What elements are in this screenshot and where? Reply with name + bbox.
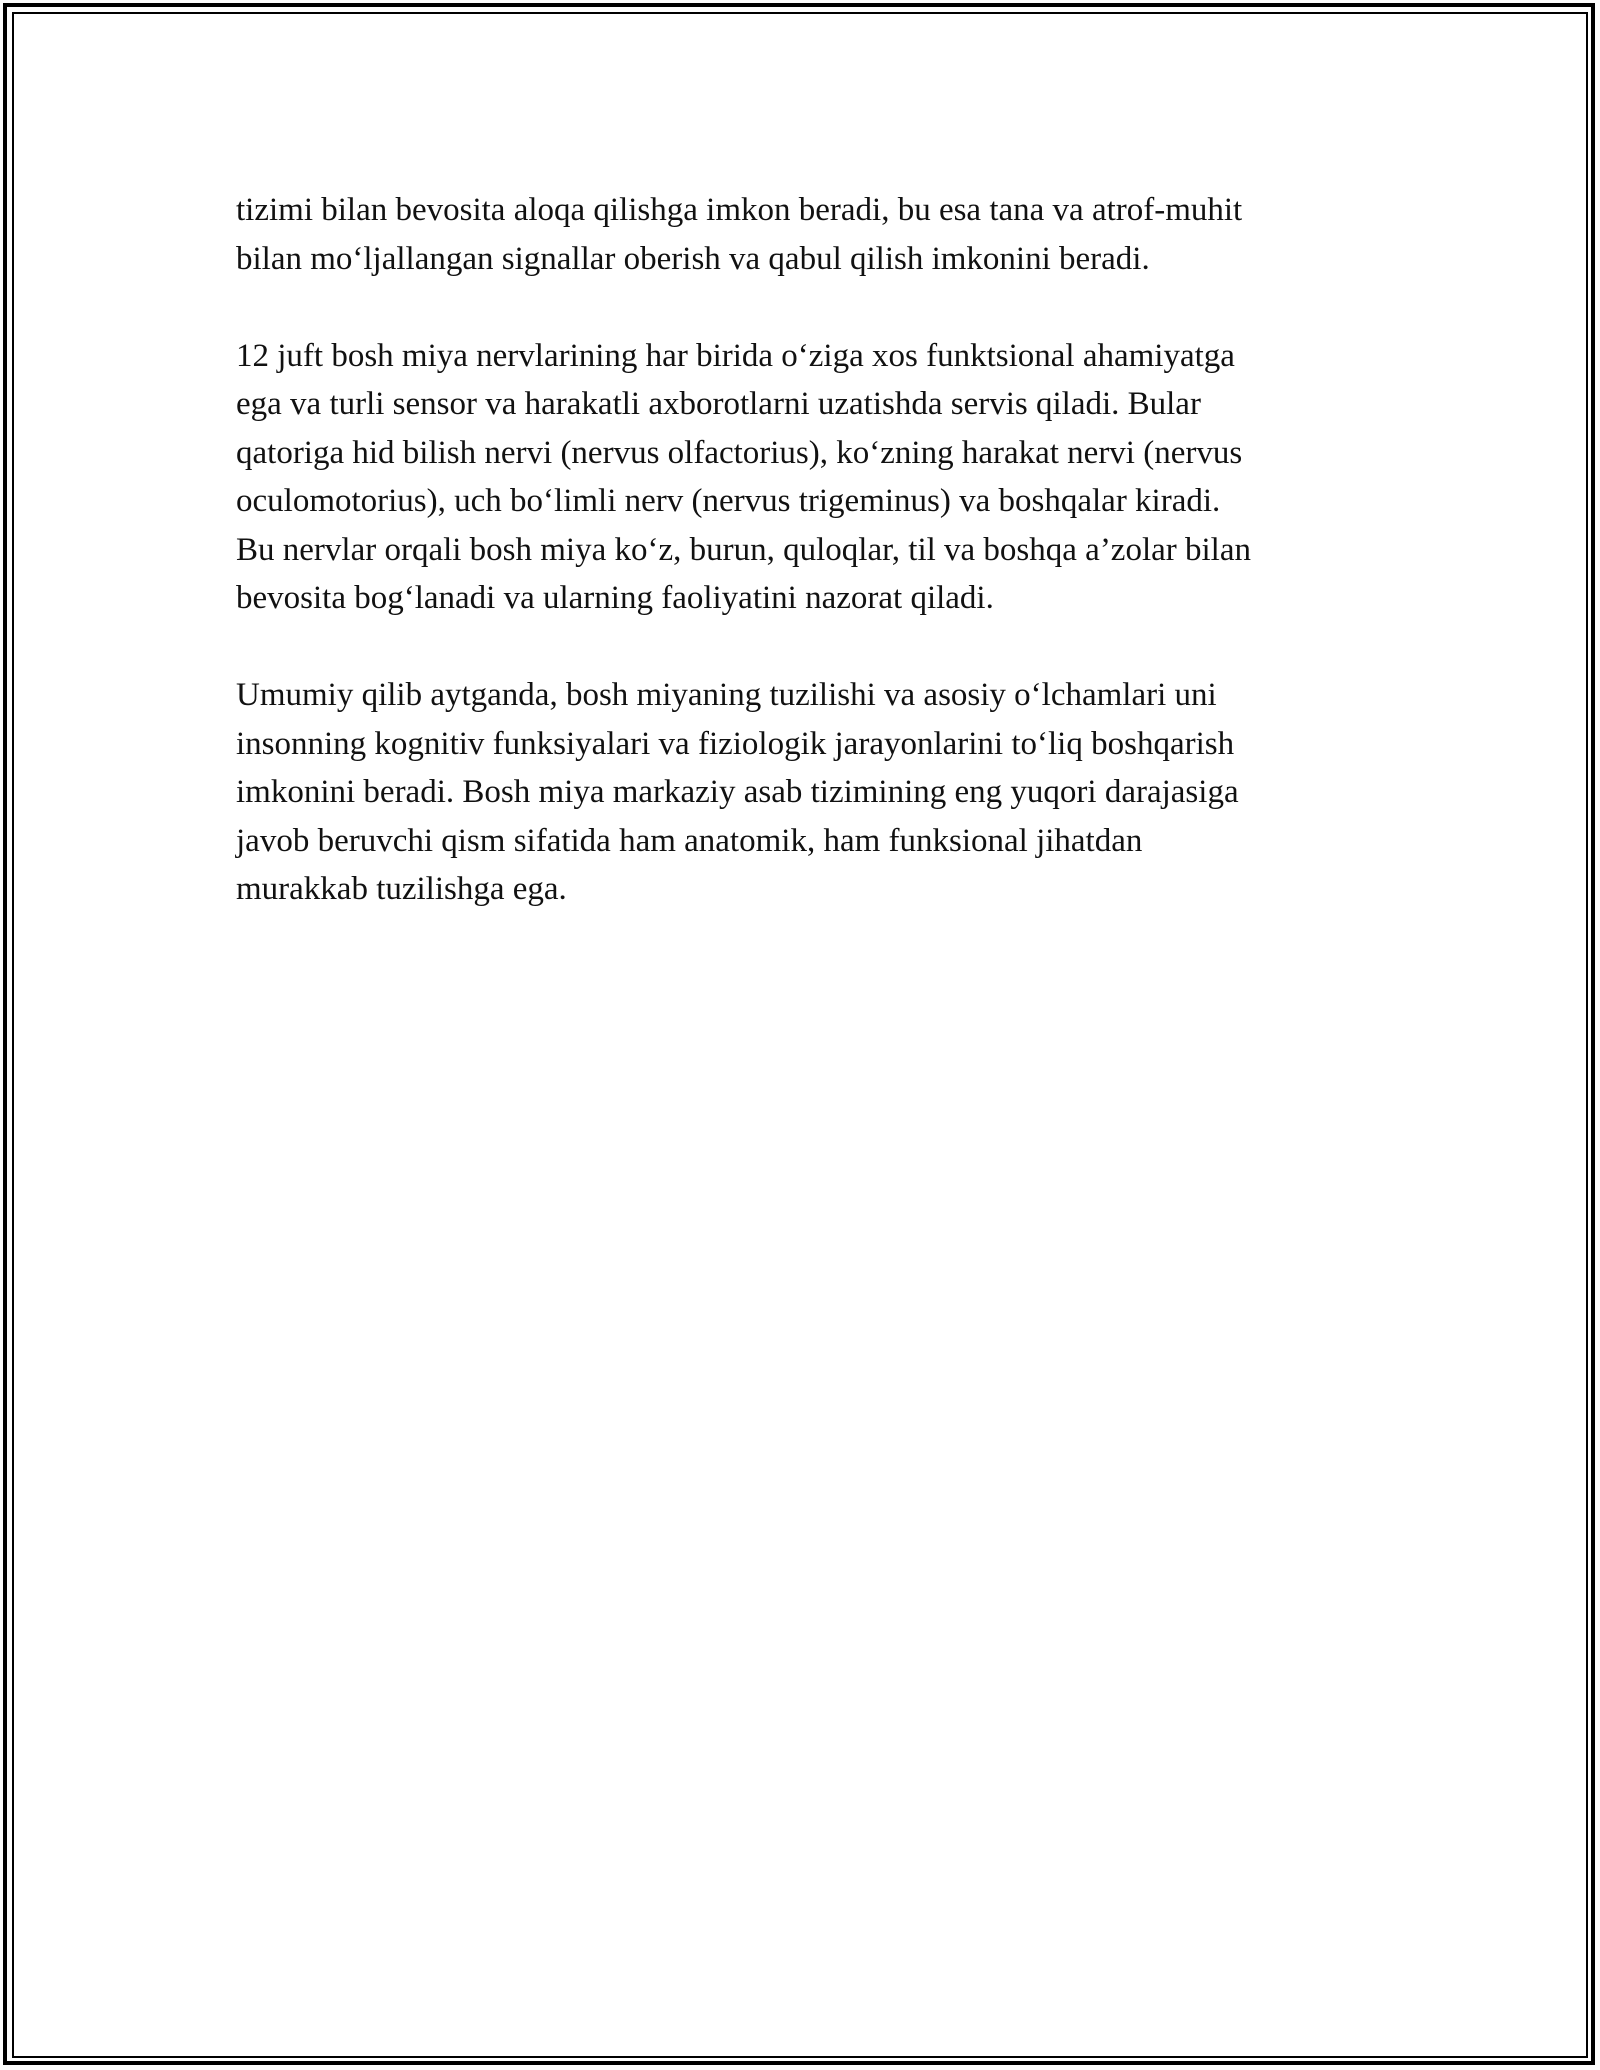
paragraph-line: oculomotorius), uch bo‘limli nerv (nervus trigeminus) va boshqalar kiradi. (236, 483, 1221, 519)
paragraph-line: 12 juft bosh miya nervlarining har birida o‘ziga xos funktsional ahamiyatga (236, 337, 1235, 374)
paragraph-line: bilan mo‘ljallangan signallar oberish va qabul qilish imkonini beradi. (236, 240, 1150, 277)
paragraph-3 (236, 671, 1376, 914)
paragraph-line: murakkab tuzilishga ega. (236, 871, 567, 907)
paragraph-line: ega va turli sensor va harakatli axborotlarni uzatishda servis qiladi. Bular (236, 386, 1201, 422)
paragraph-line: qatoriga hid bilish nervi (nervus olfactorius), ko‘zning harakat nervi (nervus (236, 434, 1243, 471)
paragraph-1 (236, 186, 1376, 283)
paragraph-line: insonning kognitiv funksiyalari va fiziologik jarayonlarini to‘liq boshqarish (236, 725, 1235, 762)
paragraph-2 (236, 332, 1376, 623)
paragraph-line: tizimi bilan bevosita aloqa qilishga imkon beradi, bu esa tana va atrof-muhit (236, 192, 1243, 228)
document-body (236, 186, 1376, 962)
paragraph-line: imkonini beradi. Bosh miya markaziy asab tizimining eng yuqori darajasiga (236, 774, 1239, 810)
paragraph-line: javob beruvchi qism sifatida ham anatomik, ham funksional jihatdan (236, 822, 1143, 859)
paragraph-line: Umumiy qilib aytganda, bosh miyaning tuzilishi va asosiy o‘lchamlari uni (236, 677, 1217, 713)
paragraph-line: Bu nervlar orqali bosh miya ko‘z, burun, quloqlar, til va boshqa a’zolar bilan (236, 531, 1251, 568)
paragraph-line: bevosita bog‘lanadi va ularning faoliyatini nazorat qiladi. (236, 580, 994, 616)
